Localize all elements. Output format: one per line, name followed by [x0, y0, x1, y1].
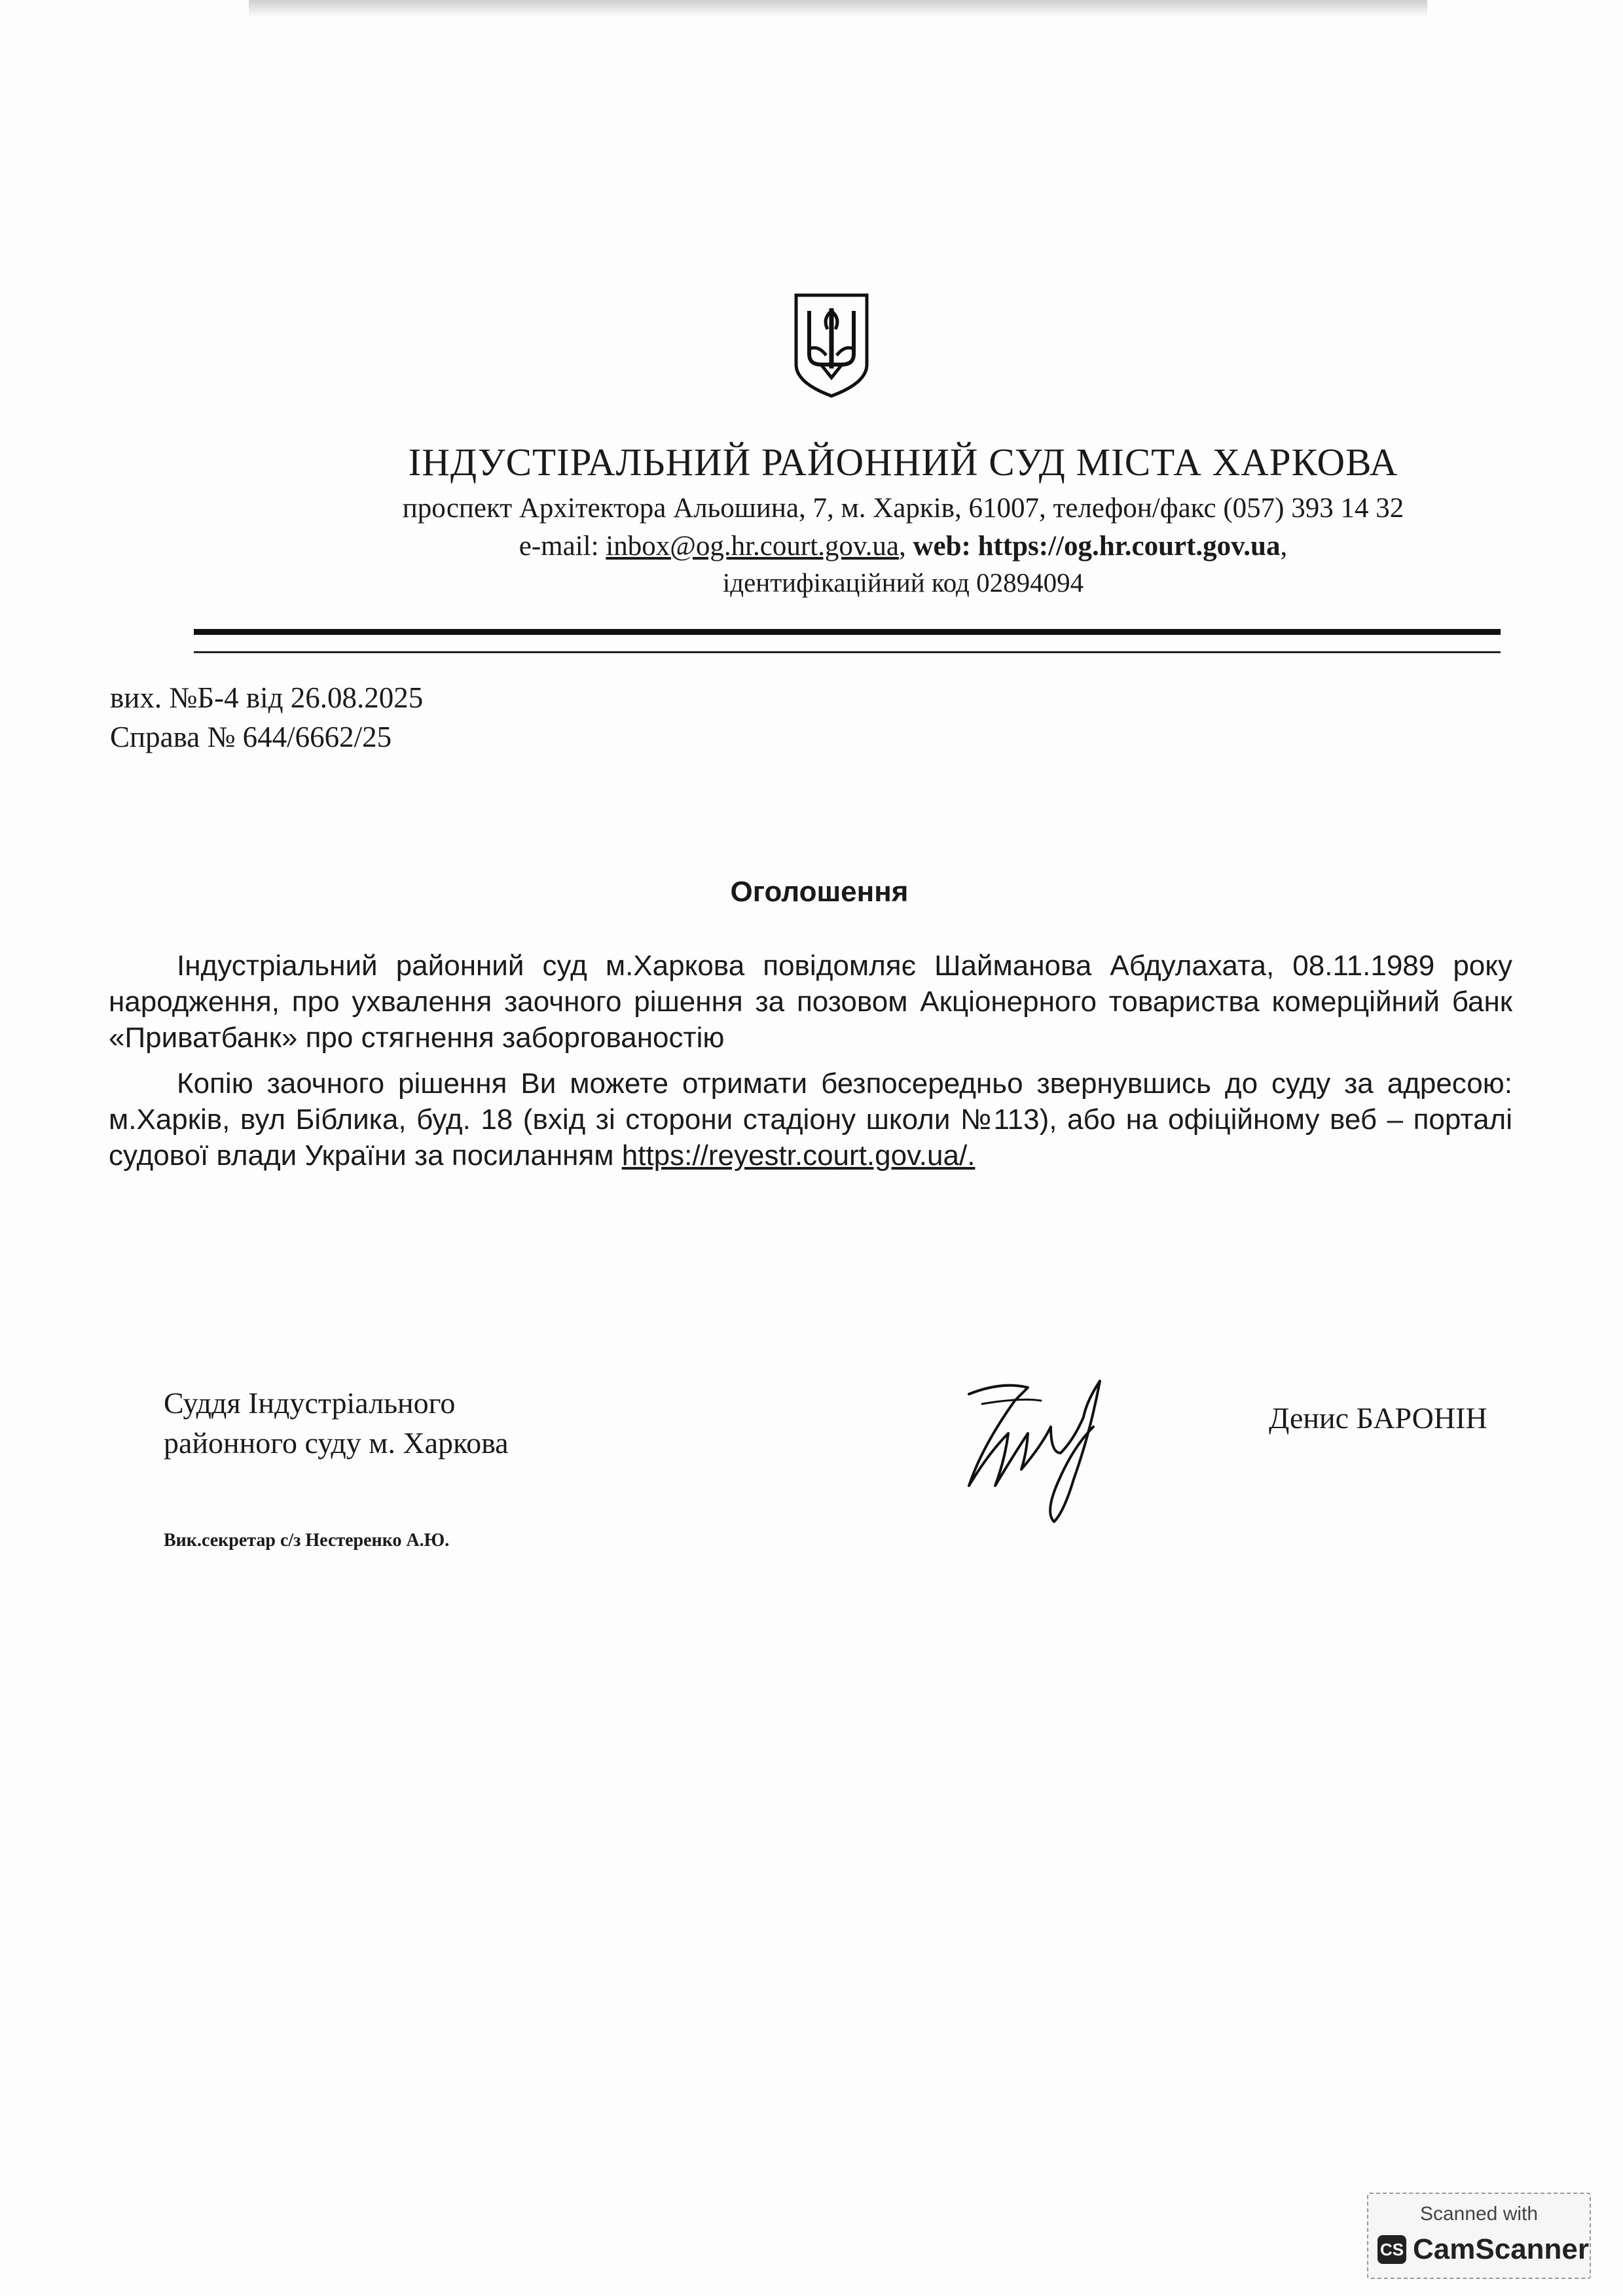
judge-title — [164, 1383, 509, 1463]
web-label: web: — [913, 531, 971, 562]
judge-title-line-2: районного суду м. Харкова — [164, 1426, 509, 1460]
camscanner-brand-row — [1377, 2233, 1589, 2266]
court-contacts — [92, 530, 1623, 562]
scanned-with-text: Scanned with — [1419, 2203, 1539, 2225]
email-label: e-mail: — [519, 531, 599, 562]
handwritten-signature — [943, 1355, 1139, 1525]
trailing-comma: , — [1280, 531, 1288, 562]
comma-sep: , — [898, 531, 913, 562]
notice-paragraph-1: Індустріальний районний суд м.Харкова повідомляє Шайманова Абдулахата, 08.11.1989 року народження, про ухвалення заочного рішення за позовом Акціонерного товариства комерційний банк «Приватбанк» про стягнення заборгованостію — [109, 950, 1512, 1054]
secretary-note: Вик.секретар с/з Нестеренко А.Ю. — [164, 1530, 450, 1551]
header-divider-thin — [194, 651, 1501, 653]
registry-link[interactable]: https://reyestr.court.gov.ua/. — [621, 1139, 976, 1172]
court-id-code: ідентифікаційний код 02894094 — [722, 567, 1084, 598]
notice-paragraph-2 — [109, 1066, 1512, 1174]
notice-title: Оголошення — [730, 876, 909, 908]
judge-name: Денис БАРОНІН — [1269, 1401, 1487, 1435]
outgoing-number: вих. №Б-4 від 26.08.2025 — [110, 681, 424, 714]
web-link[interactable]: https://og.hr.court.gov.ua — [977, 531, 1281, 562]
court-address: проспект Архітектора Альошина, 7, м. Харків, 61007, телефон/факс (057) 393 14 32 — [402, 493, 1404, 524]
court-name: ІНДУСТІРАЛЬНИЙ РАЙОННИЙ СУД МІСТА ХАРКОВА — [408, 440, 1398, 484]
camscanner-watermark — [1367, 2193, 1591, 2279]
header-divider-thick — [194, 629, 1501, 635]
email-link[interactable]: inbox@og.hr.court.gov.ua — [606, 531, 899, 562]
scan-shadow — [249, 0, 1427, 17]
camscanner-brand: CamScanner — [1413, 2233, 1590, 2265]
judge-title-line-1: Суддя Індустріального — [164, 1386, 456, 1420]
camscanner-logo-icon: CS — [1377, 2235, 1406, 2264]
paragraph-2-text: Копію заочного рішення Ви можете отримати безпосередньо звернувшись до суду за адресою: м.Харків, вул Біблика, буд. 18 (вхід зі сторони стадіону школи №113), або на офіційному веб – порталі судової влади України за посиланням — [109, 1067, 1512, 1172]
ukraine-trident-emblem-icon — [792, 291, 871, 399]
case-number: Справа № 644/6662/25 — [110, 721, 392, 753]
